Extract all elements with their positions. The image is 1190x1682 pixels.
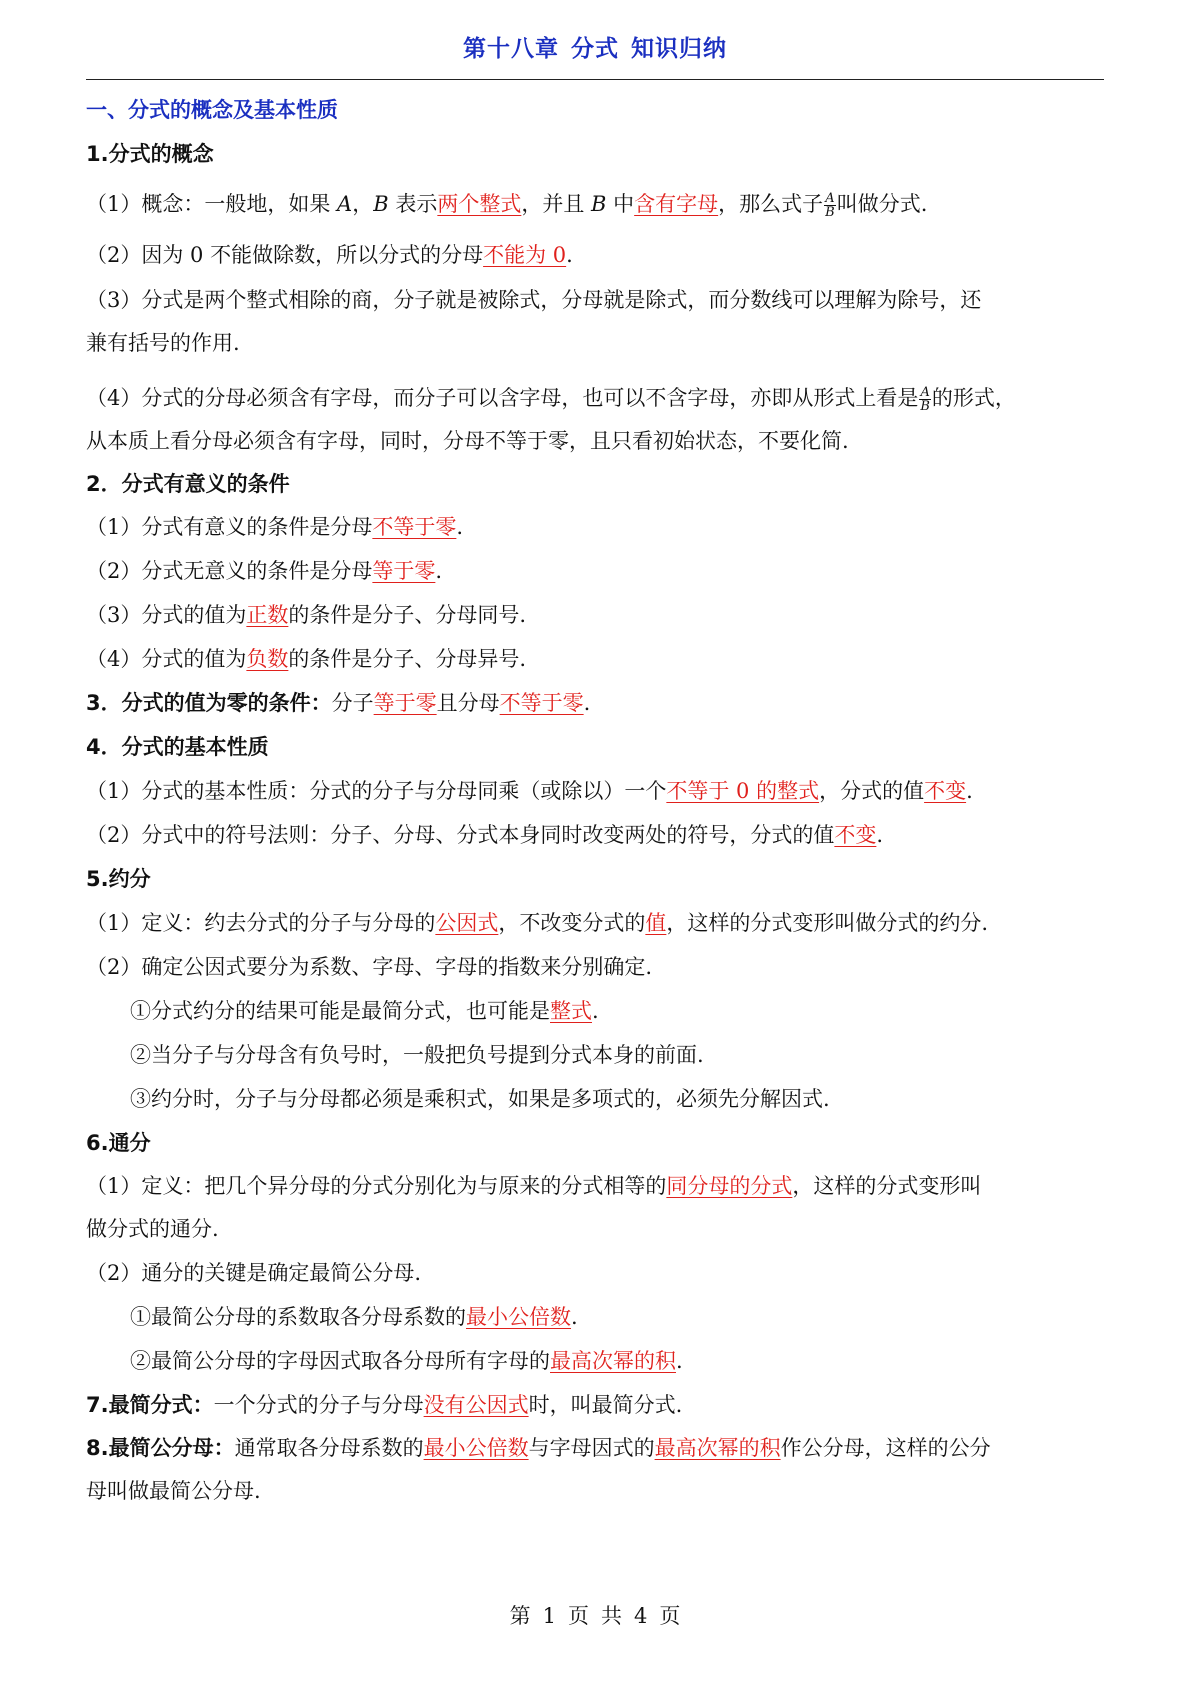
highlight-answer: 不变: [924, 779, 967, 803]
highlight-answer: 不能为 0: [483, 242, 567, 267]
paragraph-property-2: （2）分式中的符号法则：分子、分母、分式本身同时改变两处的符号，分式的值不变.: [86, 823, 884, 847]
highlight-answer: 没有公因式: [423, 1393, 529, 1417]
paragraph-concept-2: （2）因为 0 不能做除数，所以分式的分母不能为 0.: [86, 242, 573, 267]
highlight-answer: 最高次幂的积: [654, 1436, 781, 1460]
highlight-answer: 同分母的分式: [666, 1174, 793, 1198]
highlight-answer: 含有字母: [634, 192, 719, 216]
highlight-answer: 不等于 0 的整式: [666, 779, 820, 803]
title-chapter: 第十八章: [463, 36, 559, 62]
title-summary: 知识归纳: [631, 36, 727, 62]
highlight-answer: 值: [645, 911, 667, 935]
paragraph-condition-4: （4）分式的值为负数的条件是分子、分母异号.: [86, 647, 527, 671]
section-heading: 一、分式的概念及基本性质: [86, 98, 338, 122]
highlight-answer: 公因式: [435, 911, 499, 935]
paragraph-concept-3: （3）分式是两个整式相除的商，分子就是被除式，分母就是除式，而分数线可以理解为除号，还 兼有括号的作用.: [86, 288, 982, 355]
title-divider: [86, 79, 1104, 80]
paragraph-reduction-4: ②当分子与分母含有负号时，一般把负号提到分式本身的前面.: [130, 1043, 704, 1067]
paragraph-common-4: ②最简公分母的字母因式取各分母所有字母的最高次幂的积.: [130, 1349, 683, 1373]
paragraph-condition-2: （2）分式无意义的条件是分母等于零.: [86, 559, 443, 583]
highlight-answer: 等于零: [372, 559, 436, 583]
fraction-a-over-b: $\frac{A}{B}$: [825, 191, 835, 220]
paragraph-simplest-fraction: 7.最简分式：一个分式的分子与分母没有公因式时，叫最简分式.: [86, 1393, 683, 1417]
paragraph-simplest-common-denominator: 8.最简公分母：通常取各分母系数的最小公倍数与字母因式的最高次幂的积作公分母，这样的公分 母叫做最简公分母.: [86, 1436, 991, 1503]
paragraph-condition-3: （3）分式的值为正数的条件是分子、分母同号.: [86, 603, 527, 627]
page-number: 1: [542, 1604, 556, 1628]
document-body: [86, 88, 1104, 1513]
paragraph-condition-1: （1）分式有意义的条件是分母不等于零.: [86, 515, 464, 539]
highlight-answer: 不等于零: [372, 515, 457, 539]
highlight-answer: 正数: [246, 603, 289, 627]
highlight-answer: 不等于零: [499, 691, 584, 715]
fraction-a-over-b: $\frac{A}{B}$: [920, 385, 930, 414]
page-footer: 第 1 页 共 4 页: [509, 1604, 681, 1628]
highlight-answer: 整式: [550, 999, 592, 1023]
highlight-answer: 最小公倍数: [466, 1305, 571, 1329]
page-total: 4: [634, 1604, 648, 1628]
paragraph-concept-1: （1）概念：一般地，如果 A，B 表示两个整式，并且 B 中含有字母，那么式子 $\frac{A}{B}$ 叫做分式.: [86, 191, 928, 220]
paragraph-concept-4: （4）分式的分母必须含有字母，而分子可以含字母，也可以不含字母，亦即从形式上看是 $\frac{A}{B}$ 的形式， 从本质上看分母必须含有字母，同时，分母不等于零，且只看初始状态，不要化简.: [86, 385, 1016, 453]
page-title: [0, 30, 1190, 63]
highlight-answer: 等于零: [373, 691, 437, 715]
paragraph-common-3: ①最简公分母的系数取各分母系数的最小公倍数.: [130, 1305, 578, 1329]
paragraph-zero-condition: 3．分式的值为零的条件：分子等于零且分母不等于零.: [86, 691, 591, 715]
heading-meaningful-condition: 2．分式有意义的条件: [86, 472, 290, 496]
paragraph-reduction-5: ③约分时，分子与分母都必须是乘积式，如果是多项式的，必须先分解因式.: [130, 1087, 830, 1111]
heading-basic-property: 4．分式的基本性质: [86, 735, 269, 759]
heading-common-denominator: 6.通分: [86, 1131, 151, 1155]
heading-concept: 1.分式的概念: [86, 141, 214, 166]
paragraph-reduction-2: （2）确定公因式要分为系数、字母、字母的指数来分别确定.: [86, 955, 653, 979]
highlight-answer: 负数: [246, 647, 289, 671]
highlight-answer: 最小公倍数: [423, 1436, 529, 1460]
title-topic: 分式: [571, 36, 619, 62]
paragraph-reduction-1: （1）定义：约去分式的分子与分母的公因式，不改变分式的值，这样的分式变形叫做分式的约分.: [86, 911, 989, 935]
paragraph-common-1: （1）定义：把几个异分母的分式分别化为与原来的分式相等的同分母的分式，这样的分式变形叫 做分式的通分.: [86, 1174, 982, 1241]
highlight-answer: 不变: [834, 823, 877, 847]
paragraph-reduction-3: ①分式约分的结果可能是最简分式，也可能是整式.: [130, 999, 599, 1023]
heading-reduction: 5.约分: [86, 867, 151, 891]
paragraph-common-2: （2）通分的关键是确定最简公分母.: [86, 1261, 422, 1285]
paragraph-property-1: （1）分式的基本性质：分式的分子与分母同乘（或除以）一个不等于 0 的整式，分式的值不变.: [86, 779, 973, 803]
highlight-answer: 最高次幂的积: [550, 1349, 676, 1373]
highlight-answer: 两个整式: [437, 192, 522, 216]
